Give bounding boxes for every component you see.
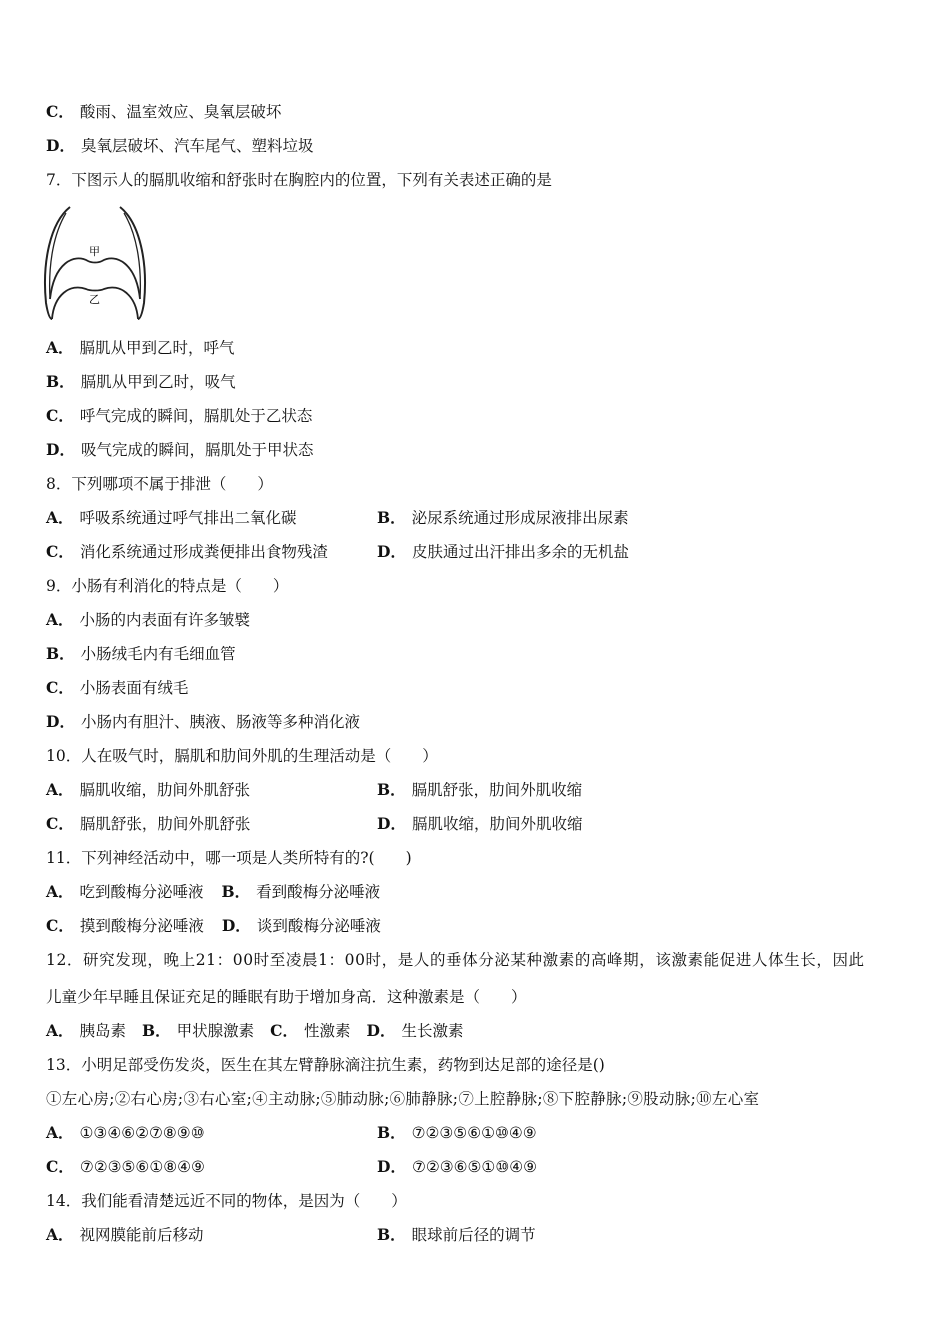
q10-option-d: D． 膈肌收缩，肋间外肌收缩 bbox=[377, 814, 583, 833]
q7-option-b: B． 膈肌从甲到乙时，吸气 bbox=[46, 372, 236, 391]
q9-stem: 9．小肠有利消化的特点是（ ） bbox=[46, 577, 289, 595]
q10-option-b: B． 膈肌舒张，肋间外肌收缩 bbox=[377, 780, 583, 799]
q13-stem: 13．小明足部受伤发炎，医生在其左臂静脉滴注抗生素，药物到达足部的途径是() bbox=[46, 1056, 605, 1074]
q7-option-d: D． 吸气完成的瞬间，膈肌处于甲状态 bbox=[46, 440, 314, 459]
q11-stem: 11．下列神经活动中，哪一项是人类所特有的?( ) bbox=[46, 849, 412, 867]
q8-option-d: D． 皮肤通过出汗排出多余的无机盐 bbox=[377, 542, 629, 561]
q13-option-d: D． ⑦②③⑥⑤①⑩④⑨ bbox=[377, 1157, 538, 1176]
q9-option-d: D． 小肠内有胆汁、胰液、肠液等多种消化液 bbox=[46, 712, 360, 731]
q14-option-a: A． 视网膜能前后移动 bbox=[46, 1225, 204, 1244]
q10-option-a: A． 膈肌收缩，肋间外肌舒张 bbox=[46, 780, 251, 799]
q7-option-c: C． 呼气完成的瞬间，膈肌处于乙状态 bbox=[46, 406, 313, 425]
q9-option-c: C． 小肠表面有绒毛 bbox=[46, 678, 189, 697]
q6-option-c: C． 酸雨、温室效应、臭氧层破坏 bbox=[46, 102, 282, 121]
q7-stem: 7．下图示人的膈肌收缩和舒张时在胸腔内的位置，下列有关表述正确的是 bbox=[46, 171, 552, 189]
q13-items: ①左心房;②右心房;③右心室;④主动脉;⑤肺动脉;⑥肺静脉;⑦上腔静脉;⑧下腔静脉;⑨股动脉;⑩左心室 bbox=[46, 1090, 760, 1108]
q9-option-a: A． 小肠的内表面有许多皱襞 bbox=[46, 610, 251, 629]
q12-stem-line2: 儿童少年早睡且保证充足的睡眠有助于增加身高．这种激素是（ ） bbox=[46, 988, 527, 1006]
q7-option-a: A． 膈肌从甲到乙时，呼气 bbox=[46, 338, 235, 357]
q13-option-b: B． ⑦②③⑤⑥①⑩④⑨ bbox=[377, 1123, 537, 1142]
q11-options-row2: C． 摸到酸梅分泌唾液 D． 谈到酸梅分泌唾液 bbox=[46, 916, 381, 935]
q12-options: A． 胰岛素 B． 甲状腺激素 C． 性激素 D． 生长激素 bbox=[46, 1021, 464, 1040]
q14-option-b: B． 眼球前后径的调节 bbox=[377, 1225, 536, 1244]
q13-option-a: A． ①③④⑥②⑦⑧⑨⑩ bbox=[46, 1123, 205, 1142]
q9-option-b: B． 小肠绒毛内有毛细血管 bbox=[46, 644, 236, 663]
q12-stem-line1: 12．研究发现，晚上21：00时至凌晨1：00时，是人的垂体分泌某种激素的高峰期，该激素能促进人体生长，因此 bbox=[46, 951, 865, 969]
q11-options-row1: A． 吃到酸梅分泌唾液 B． 看到酸梅分泌唾液 bbox=[46, 882, 381, 901]
q8-stem: 8．下列哪项不属于排泄（ ） bbox=[46, 475, 273, 493]
q10-option-c: C． 膈肌舒张，肋间外肌舒张 bbox=[46, 814, 251, 833]
q13-option-c: C． ⑦②③⑤⑥①⑧④⑨ bbox=[46, 1157, 205, 1176]
label-jia: 甲 bbox=[89, 245, 100, 258]
q8-option-b: B． 泌尿系统通过形成尿液排出尿素 bbox=[377, 508, 629, 527]
label-yi: 乙 bbox=[89, 293, 100, 306]
q8-option-c: C． 消化系统通过形成粪便排出食物残渣 bbox=[46, 542, 328, 561]
q8-option-a: A． 呼吸系统通过呼气排出二氧化碳 bbox=[46, 508, 297, 527]
diaphragm-diagram bbox=[40, 203, 150, 325]
q10-stem: 10．人在吸气时，膈肌和肋间外肌的生理活动是（ ） bbox=[46, 747, 438, 765]
q6-option-d: D． 臭氧层破坏、汽车尾气、塑料垃圾 bbox=[46, 136, 314, 155]
q14-stem: 14．我们能看清楚远近不同的物体，是因为（ ） bbox=[46, 1192, 407, 1210]
